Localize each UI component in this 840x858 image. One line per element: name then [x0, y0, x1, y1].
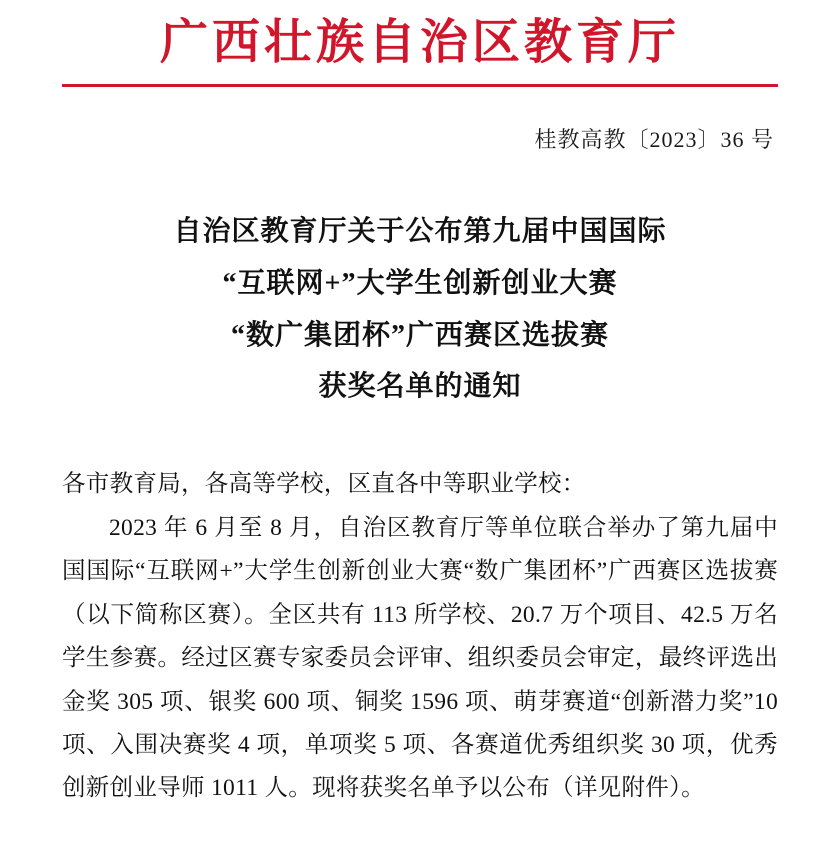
- letterhead-divider: [62, 84, 778, 87]
- issuing-organization-title: 广西壮族自治区教育厅: [159, 14, 680, 70]
- document-title-line-4: 获奖名单的通知: [318, 371, 522, 403]
- body-paragraph-1: 2023 年 6 月至 8 月，自治区教育厅等单位联合举办了第九届中国国际“互联网+”大学生创新创业大赛“数广集团杯”广西赛区选拔赛（以下简称区赛）。全区共有 113 所学校、20.7 万个项目、42.5 万名学生参赛。经过区赛专家委员会评审、组织委员会审定，最终评选出金奖 305 项、银奖 600 项、铜奖 1596 项、萌芽赛道“创新潜力奖”10 项、入围决赛奖 4 项，单项奖 5 项、各赛道优秀组织奖 30 项，优秀创新创业导师 1011 人。现将获奖名单予以公布（详见附件）。: [62, 514, 778, 802]
- document-body: [62, 463, 778, 811]
- document-number: 桂教高教〔2023〕36 号: [534, 127, 774, 152]
- letterhead: [62, 0, 778, 87]
- salutation: 各市教育局，各高等学校，区直各中等职业学校：: [62, 471, 586, 498]
- document-title-line-1: 自治区教育厅关于公布第九届中国国际: [173, 216, 667, 247]
- document-title-line-2: “互联网+”大学生创新创业大赛: [222, 267, 618, 299]
- document-title-line-3: “数广集团杯”广西赛区选拔赛: [230, 319, 609, 351]
- document-title: [62, 206, 778, 413]
